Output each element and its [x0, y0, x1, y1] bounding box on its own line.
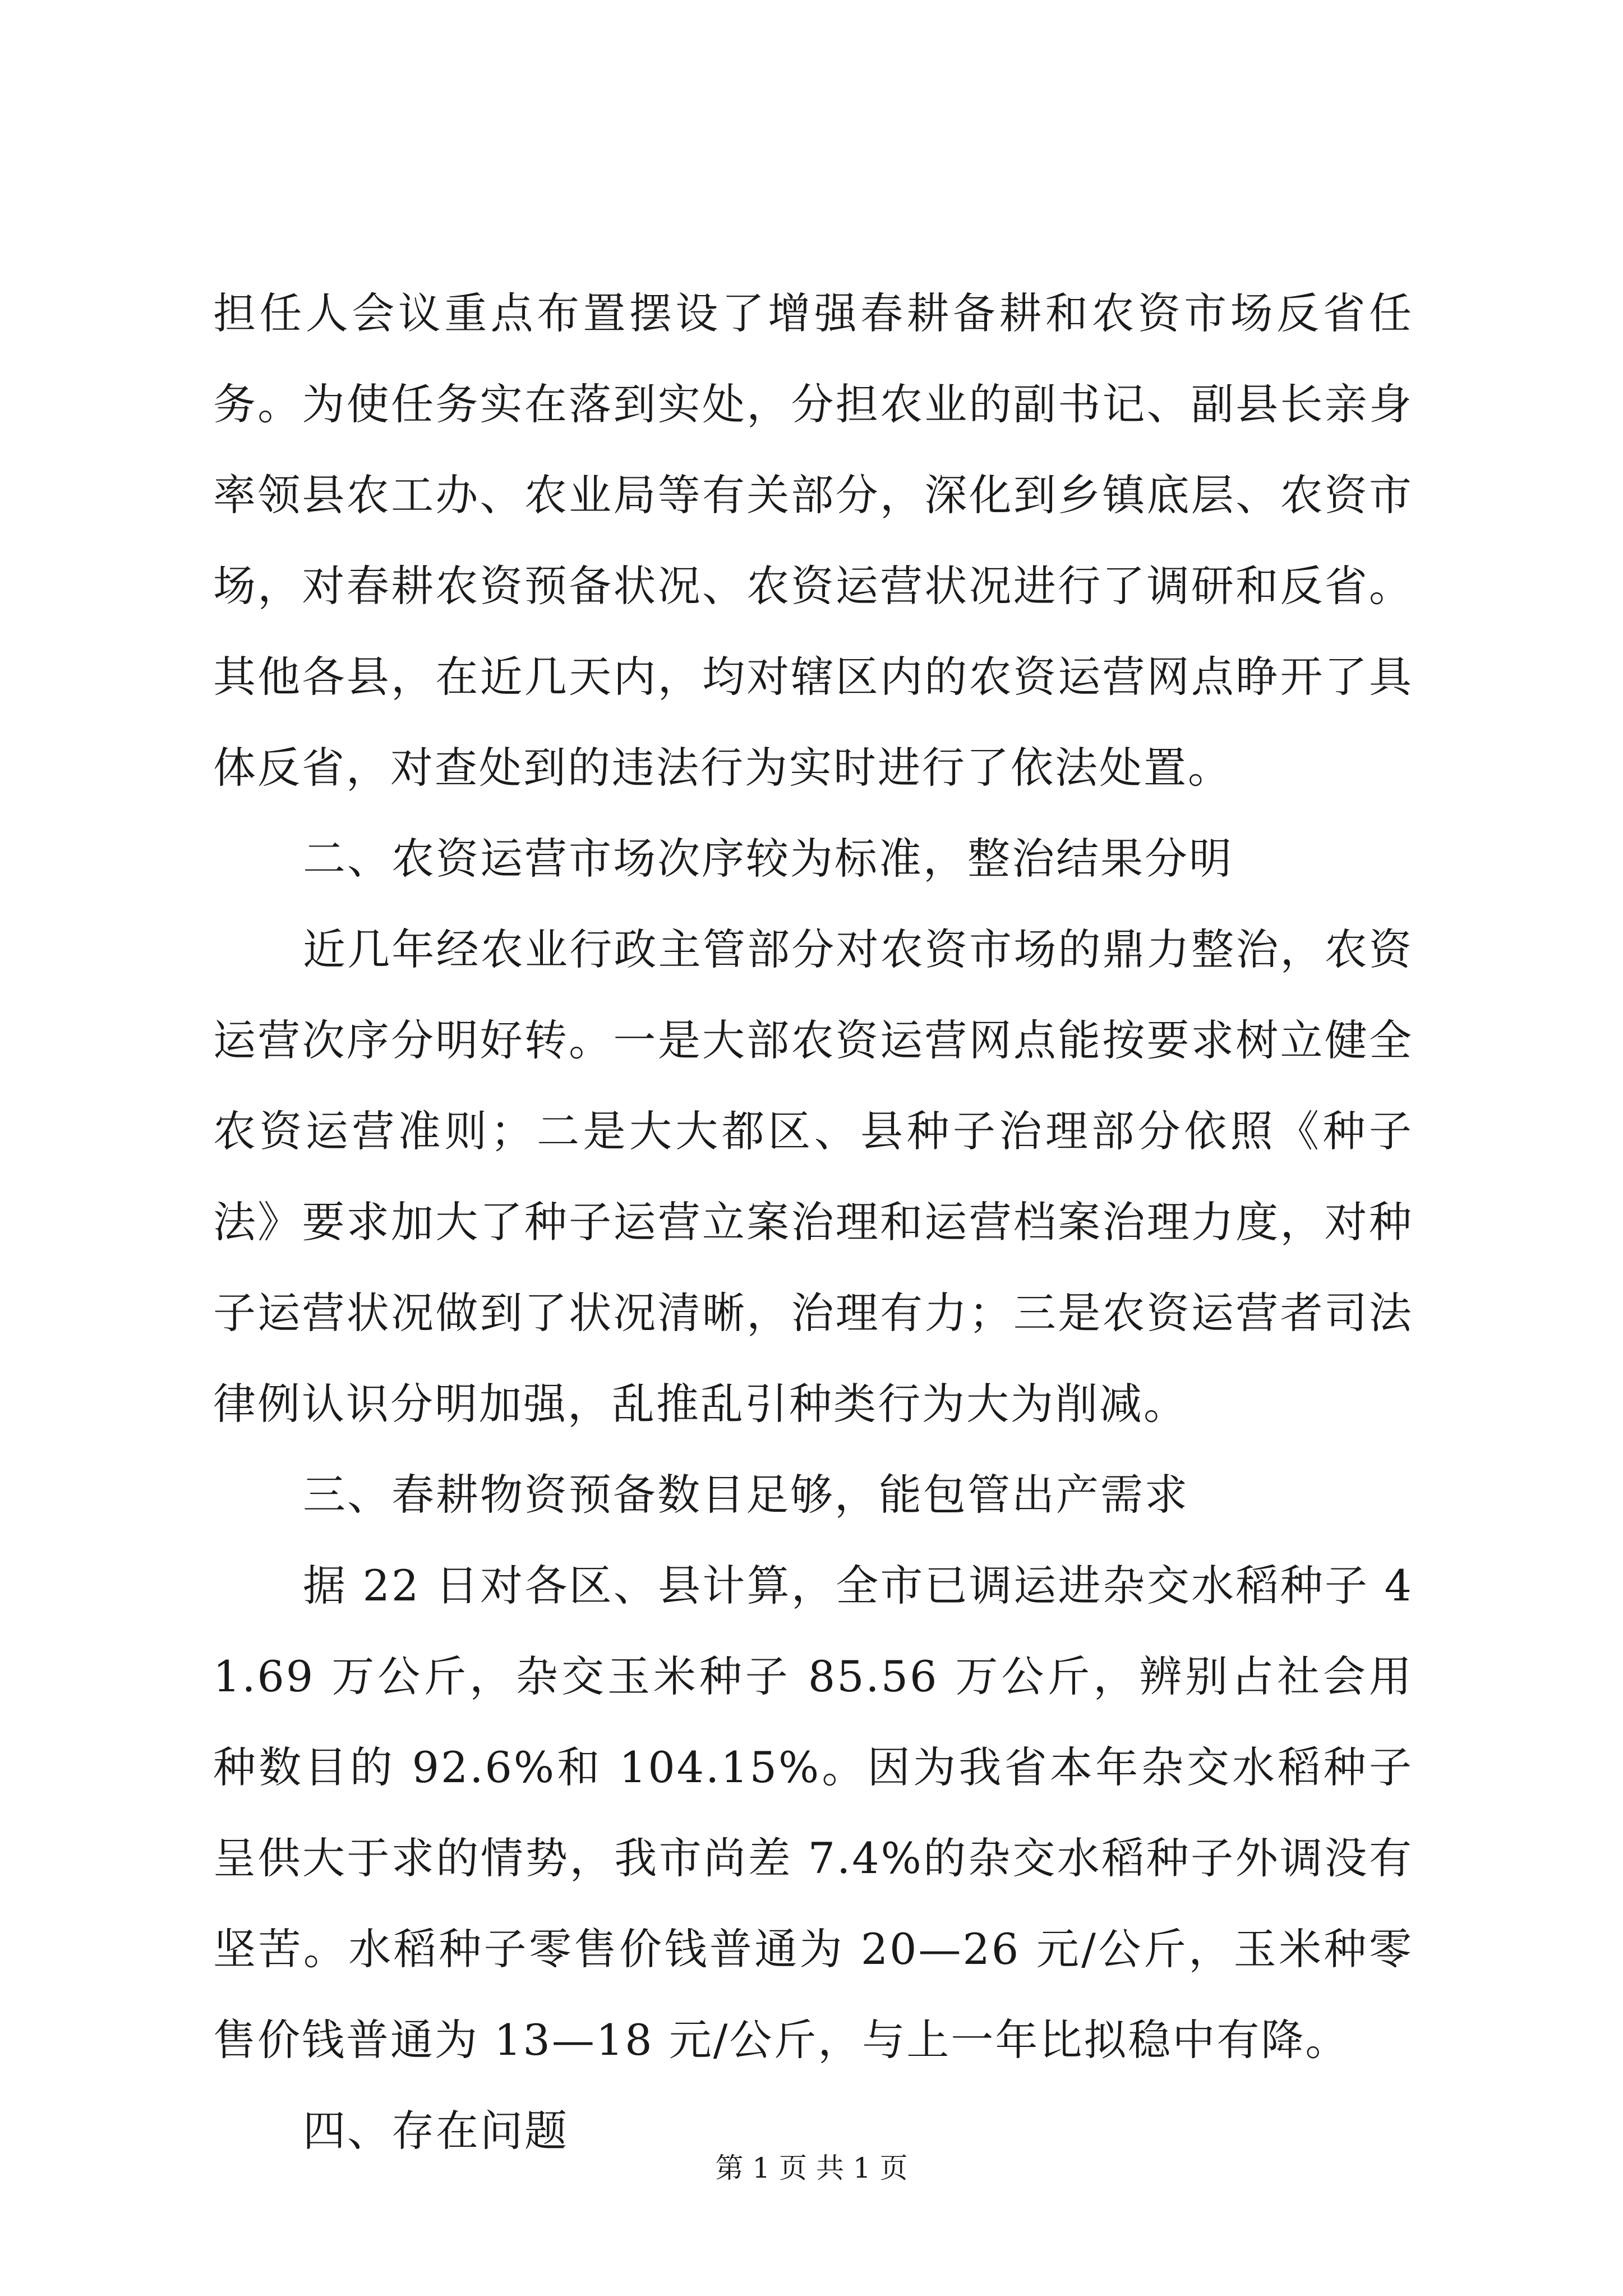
section-heading-3: 三、春耕物资预备数目足够，能包管出产需求: [303, 1470, 1189, 1520]
paragraph-1: 担任人会议重点布置摆设了增强春耕备耕和农资市场反省任务。为使任务实在落到实处，分担农业的副书记、副县长亲身率领县农工办、农业局等有关部分，深化到乡镇底层、农资市场，对春耕农资预备状况、农资运营状况进行了调研和反省。其他各县，在近几天内，均对辖区内的农资运营网点睁开了具体反省，对查处到的违法行为实时进行了依法处置。: [213, 288, 1413, 793]
section-heading-4: 四、存在问题: [303, 2106, 569, 2156]
document-body: [213, 268, 1413, 2177]
page-number-footer: 第 1 页 共 1 页: [715, 2152, 908, 2184]
paragraph-2: 近几年经农业行政主管部分对农资市场的鼎力整治，农资运营次序分明好转。一是大部农资运营网点能按要求树立健全农资运营准则；二是大大都区、县种子治理部分依照《种子法》要求加大了种子运营立案治理和运营档案治理力度，对种子运营状况做到了状况清晰，治理有力；三是农资运营者司法律例认识分明加强，乱推乱引种类行为大为削减。: [213, 924, 1413, 1429]
paragraph-3: 据 22 日对各区、县计算，全市已调运进杂交水稻种子 41.69 万公斤，杂交玉米种子 85.56 万公斤，辨别占社会用种数目的 92.6%和 104.15%。因为我省本年杂交水稻种子呈供大于求的情势，我市尚差 7.4%的杂交水稻种子外调没有坚苦。水稻种子零售价钱普通为 20—26 元/公斤，玉米种零售价钱普通为 13—18 元/公斤，与上一年比拟稳中有降。: [213, 1561, 1413, 2065]
section-heading-2: 二、农资运营市场次序较为标准，整治结果分明: [303, 834, 1233, 884]
